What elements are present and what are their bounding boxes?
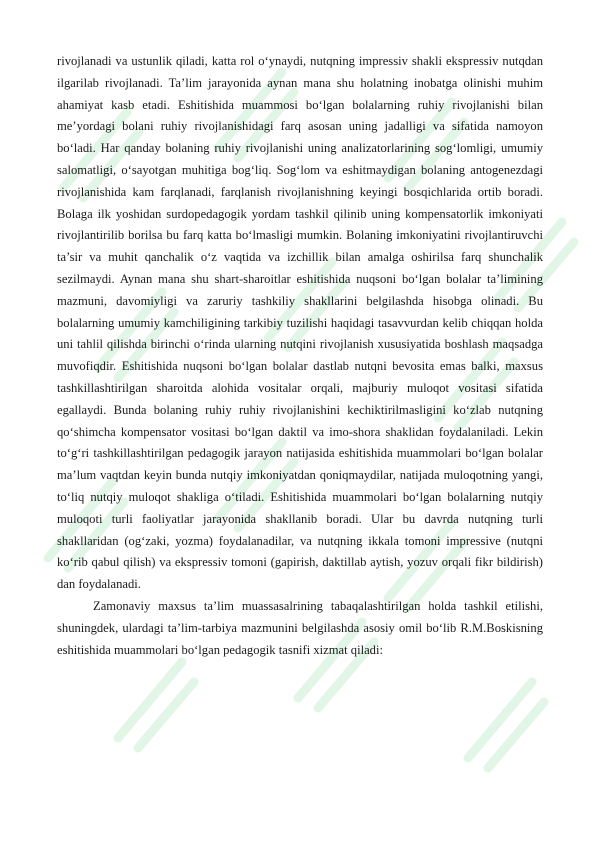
- watermark-mark: [468, 682, 532, 758]
- watermark-mark: [118, 662, 182, 738]
- body-text: [57, 51, 543, 661]
- watermark-mark: [488, 702, 544, 768]
- paragraph-2: Zamonaviy maxsus ta’lim muassasalrining tabaqalashtirilgan holda tashkil etilishi, shuningdek, ulardagi ta’lim-tarbiya mazmunini belgilashda asosiy omil bo‘lib R.M.Boskisning eshitishida muammolari bo‘lgan pedagogik tasnifi xizmat qiladi:: [57, 598, 543, 657]
- watermark-mark: [138, 682, 194, 748]
- paragraph-1: rivojlanadi va ustunlik qiladi, katta rol o‘ynaydi, nutqning impressiv shakli ekspressiv nutqdan ilgarilab rivojlanadi. Ta’lim jarayonida aynan mana shu holatning inobatga olinishi muhim ahamiyat kasb etadi. Eshitishida muammosi bo‘lgan bolalarning ruhiy rivojlanishi bilan me’yordagi bolani ruhiy rivojlanishidagi farq asosan uning jadalligi va sifatida namoyon bo‘ladi. Har qanday bolaning ruhiy rivojlanishi uning analizatorlarining sog‘lomligi, umumiy salomatligi, o‘sayotgan muhitiga bog‘liq. Sog‘lom va eshitmaydigan bolaning antogenezdagi rivojlanishida kam farqlanadi, farqlanish rivojlanishning keyingi bosqichlarida ortib boradi. Bolaga ilk yoshidan surdopedagogik yordam tashkil qilinib uning kompensatorlik imkoniyati rivojlantirilib borilsa bu farq katta bo‘lmasligi mumkin. Bolaning imkoniyatini rivojlantiruvchi ta’sir va muhit qanchalik o‘z vaqtida va izchillik bilan amalga oshirilsa farq shunchalik sezilmaydi. Aynan mana shu shart-sharoitlar eshitishida nuqsoni bo‘lgan bolalar ta’limining mazmuni, davomiyligi va zaruriy tashkiliy shakllarini belgilashda hisobga olinadi. Bu bolalarning umumiy kamchiligining tarkibiy tuzilishi haqidagi tasavvurdan kelib chiqqan holda uni tahlil qilishda birinchi o‘rinda ularning nutqini rivojlanish xususiyatida boshlash maqsadga muvofiqdir. Eshitishida nuqsoni bo‘lgan bolalar dastlab nutqni bevosita emas balki, maxsus tashkillashtirilgan sharoitda alohida vositalar orqali, majburiy muloqot vositasi sifatida egallaydi. Bunda bolaning ruhiy ruhiy rivojlanishini kechiktirilmasligini ko‘zlab nutqning qo‘shimcha kompensator vositasi bo‘lgan daktil va imo-shora shaklidan foydalaniladi. Lekin to‘g‘ri tashkillashtirilgan pedagogik jarayon natijasida eshitishida muammolari bo‘lgan bolalar ma’lum vaqtdan keyin bunda nutqiy imkoniyatdan qoniqmaydilar, natijada muloqotning yangi, to‘liq nutqiy muloqot shakliga o‘tiladi. Eshitishida muammolari bo‘lgan bolalarning nutqiy muloqoti turli faoliyatlar jarayonida shakllanib boradi. Ular bu davrda nutqning turli shakllaridan (og‘zaki, yozma) foydalanadilar, va nutqning ikkala tomoni impressive (nutqni ko‘rib qabul qilish) va ekspressiv tomoni (gapirish, daktillab aytish, yozuv orqali fikr bildirish) dan foydalanadi.: [57, 54, 543, 592]
